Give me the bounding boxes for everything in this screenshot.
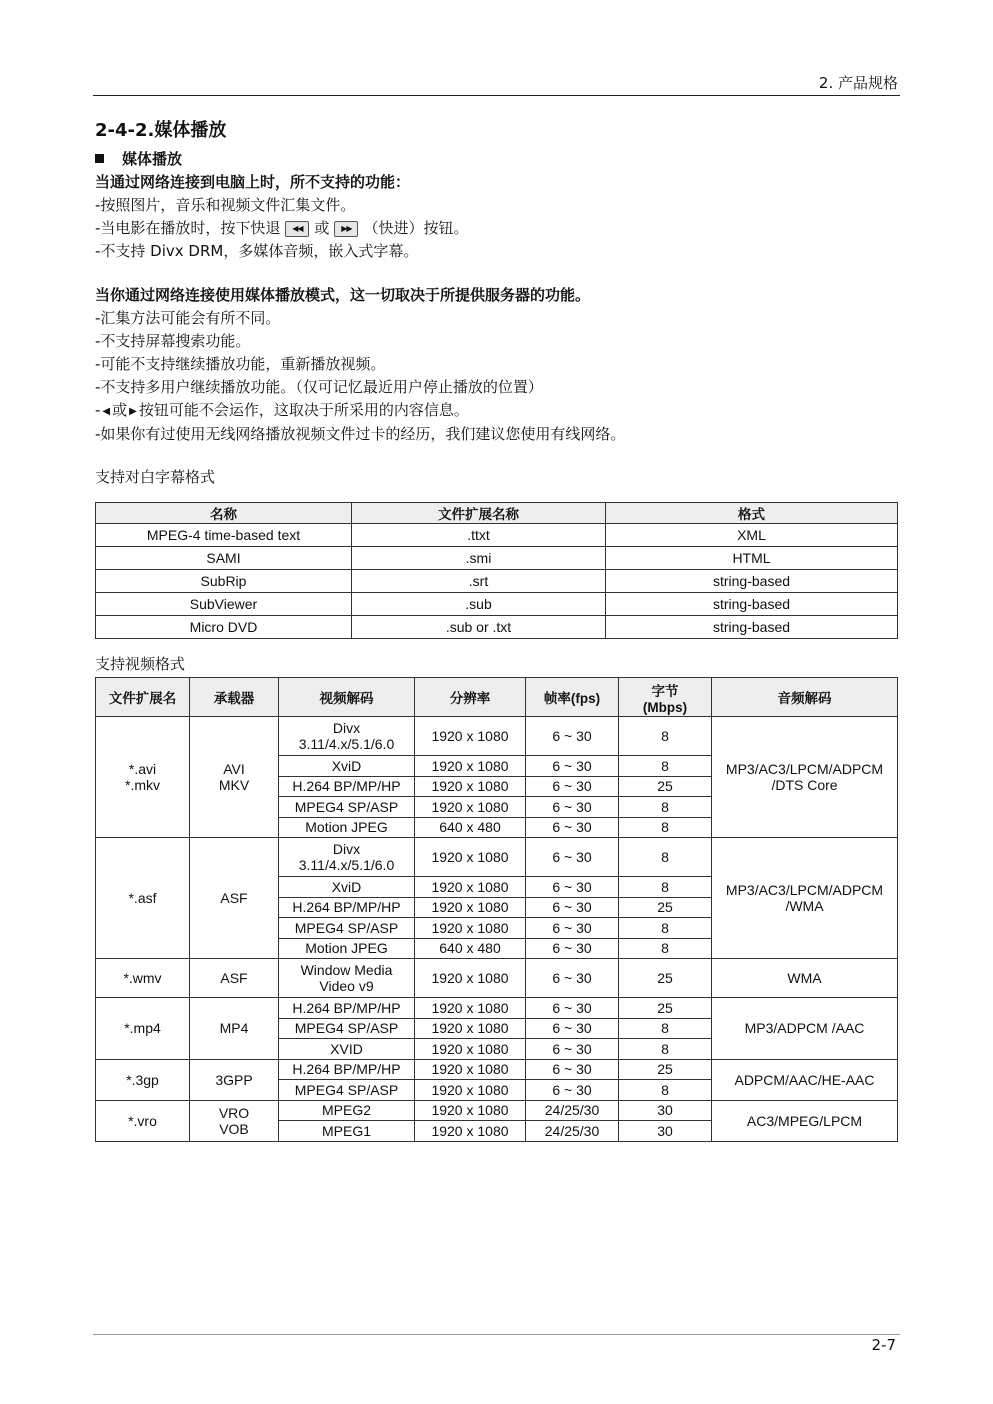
bitrate-cell xyxy=(619,1039,712,1060)
fps-cell-text: 6 ~ 30 xyxy=(552,849,592,865)
bitrate-cell-text: 8 xyxy=(661,798,669,815)
line-gather-method: -汇集方法可能会有所不同。 xyxy=(95,309,281,327)
fps-cell-text: 6 ~ 30 xyxy=(552,1040,592,1057)
container-cell xyxy=(190,1100,279,1141)
codec-cell-text: MPEG4 SP/ASP xyxy=(294,1020,399,1037)
ext-cell-text: *.3gp xyxy=(126,1071,159,1088)
audio-cell xyxy=(712,1059,898,1100)
container-cell-text: ASF xyxy=(220,890,248,906)
codec-cell xyxy=(279,1039,415,1060)
resolution-cell-text: 1920 x 1080 xyxy=(431,757,509,774)
audio-cell-text: AC3/MPEG/LPCM xyxy=(746,1112,863,1129)
fps-cell xyxy=(526,817,619,838)
ext-cell-text: *.asf xyxy=(128,890,157,906)
resolution-cell-text: 1920 x 1080 xyxy=(431,1061,509,1078)
table-row xyxy=(96,959,898,998)
codec-cell-text: Divx xyxy=(332,720,361,736)
bitrate-cell-text: 8 xyxy=(661,940,669,957)
fps-cell-text: 6 ~ 30 xyxy=(552,757,592,774)
col-header-name: 名称 xyxy=(96,503,352,524)
fps-cell xyxy=(526,756,619,777)
codec-cell xyxy=(279,817,415,838)
fps-cell-text: 6 ~ 30 xyxy=(552,970,592,986)
bitrate-cell-text: 8 xyxy=(661,1081,669,1098)
resolution-cell-text: 1920 x 1080 xyxy=(431,1020,509,1037)
audio-cell-text: MP3/AC3/LPCM/ADPCM xyxy=(725,882,884,898)
codec-cell-text: Motion JPEG xyxy=(305,819,388,836)
bitrate-cell-text: 8 xyxy=(661,819,669,836)
table-row xyxy=(96,593,898,616)
codec-cell xyxy=(279,918,415,939)
codec-cell-text: 3.11/4.x/5.1/6.0 xyxy=(298,857,395,873)
fps-cell-text: 6 ~ 30 xyxy=(552,899,592,916)
codec-cell xyxy=(279,776,415,797)
table-row xyxy=(96,547,898,570)
fps-cell xyxy=(526,1039,619,1060)
dash-text: - xyxy=(95,401,101,419)
bitrate-cell xyxy=(619,938,712,959)
codec-cell xyxy=(279,959,415,998)
left-arrow-icon: ◀ xyxy=(102,406,111,417)
bitrate-cell xyxy=(619,797,712,818)
fps-cell xyxy=(526,797,619,818)
bitrate-cell xyxy=(619,1080,712,1101)
container-cell xyxy=(190,1059,279,1100)
line-rewind-forward xyxy=(95,217,898,240)
codec-cell-text: MPEG4 SP/ASP xyxy=(294,1081,399,1098)
codec-cell-text: 3.11/4.x/5.1/6.0 xyxy=(298,736,395,752)
fps-cell-text: 24/25/30 xyxy=(544,1102,600,1119)
line-wireless: -如果你有过使用无线网络播放视频文件过卡的经历，我们建议您使用有线网络。 xyxy=(95,425,626,443)
bitrate-cell xyxy=(619,897,712,918)
resolution-cell-text: 640 x 480 xyxy=(439,819,501,836)
audio-cell-text: /DTS Core xyxy=(771,777,838,793)
right-arrow-icon: ▶ xyxy=(129,406,137,417)
fps-cell-text: 24/25/30 xyxy=(544,1122,600,1139)
resolution-cell-text: 1920 x 1080 xyxy=(431,1081,509,1098)
codec-cell-text: MPEG2 xyxy=(321,1102,371,1119)
bitrate-cell xyxy=(619,817,712,838)
container-cell xyxy=(190,717,279,838)
container-cell xyxy=(190,998,279,1060)
bitrate-cell xyxy=(619,959,712,998)
container-cell-text: VRO xyxy=(218,1104,250,1121)
square-bullet-icon xyxy=(95,154,104,163)
col-header-resolution: 分辨率 xyxy=(415,678,526,717)
col-header-fps: 帧率(fps) xyxy=(526,678,619,717)
resolution-cell xyxy=(415,877,526,898)
ext-cell-text: *.wmv xyxy=(123,970,162,986)
table-cell: SAMI xyxy=(96,547,352,570)
codec-cell-text: Window Media xyxy=(300,962,393,978)
fps-cell xyxy=(526,838,619,877)
audio-cell-text: /WMA xyxy=(785,898,824,914)
resolution-cell xyxy=(415,959,526,998)
ext-cell xyxy=(96,1100,190,1141)
audio-cell xyxy=(712,998,898,1060)
table-cell: .ttxt xyxy=(352,524,606,547)
bitrate-cell xyxy=(619,877,712,898)
col-header-format: 格式 xyxy=(606,503,898,524)
resolution-cell-text: 1920 x 1080 xyxy=(431,899,509,916)
bullet-heading-text: 媒体播放 xyxy=(122,150,183,168)
bitrate-cell-text: 8 xyxy=(661,757,669,774)
audio-cell xyxy=(712,1100,898,1141)
bitrate-cell-text: 8 xyxy=(661,849,669,865)
audio-cell-text: WMA xyxy=(787,970,822,986)
buttons-text: 按钮可能不会运作，这取决于所采用的内容信息。 xyxy=(138,401,469,419)
resolution-cell xyxy=(415,938,526,959)
codec-cell xyxy=(279,756,415,777)
table-cell: MPEG-4 time-based text xyxy=(96,524,352,547)
resolution-cell xyxy=(415,817,526,838)
table-cell: .srt xyxy=(352,570,606,593)
bullet-heading xyxy=(95,148,898,170)
codec-cell xyxy=(279,877,415,898)
video-table-caption: 支持视频格式 xyxy=(95,655,186,673)
resolution-cell xyxy=(415,1100,526,1121)
line-resume-play: -可能不支持继续播放功能，重新播放视频。 xyxy=(95,355,386,373)
fps-cell-text: 6 ~ 30 xyxy=(552,940,592,957)
fps-cell xyxy=(526,1059,619,1080)
rewind-icon: ◀◀ xyxy=(285,221,309,237)
bitrate-cell-text: 25 xyxy=(657,1061,673,1078)
container-cell xyxy=(190,959,279,998)
container-cell-text: MKV xyxy=(218,777,250,793)
page-number: 2-7 xyxy=(871,1336,896,1354)
fps-cell xyxy=(526,938,619,959)
container-cell-text: 3GPP xyxy=(215,1071,253,1088)
resolution-cell xyxy=(415,756,526,777)
bitrate-cell xyxy=(619,838,712,877)
col-header-ext: 文件扩展名 xyxy=(96,678,190,717)
audio-cell-text: MP3/ADPCM /AAC xyxy=(744,1020,865,1037)
codec-cell xyxy=(279,717,415,756)
resolution-cell xyxy=(415,897,526,918)
fps-cell xyxy=(526,1080,619,1101)
codec-cell-text: H.264 BP/MP/HP xyxy=(292,899,401,916)
table-row xyxy=(96,717,898,756)
codec-cell-text: XviD xyxy=(331,757,362,774)
fps-cell xyxy=(526,918,619,939)
audio-cell xyxy=(712,838,898,959)
fps-cell xyxy=(526,998,619,1019)
bitrate-cell xyxy=(619,756,712,777)
table-row xyxy=(96,570,898,593)
codec-cell xyxy=(279,1018,415,1039)
bitrate-cell-text: 30 xyxy=(657,1122,673,1139)
codec-cell xyxy=(279,838,415,877)
bitrate-cell xyxy=(619,1059,712,1080)
resolution-cell-text: 1920 x 1080 xyxy=(431,970,509,986)
bitrate-cell-text: 25 xyxy=(657,999,673,1016)
resolution-cell-text: 1920 x 1080 xyxy=(431,878,509,895)
resolution-cell xyxy=(415,717,526,756)
resolution-cell xyxy=(415,1059,526,1080)
resolution-cell-text: 1920 x 1080 xyxy=(431,728,509,744)
col-header-bitrate xyxy=(619,678,712,717)
line-left-right-buttons xyxy=(95,399,898,423)
codec-cell-text: XVID xyxy=(330,1040,363,1057)
audio-cell xyxy=(712,717,898,838)
fps-cell xyxy=(526,877,619,898)
bitrate-cell-text: 8 xyxy=(661,1040,669,1057)
resolution-cell-text: 1920 x 1080 xyxy=(431,999,509,1016)
table-cell: .sub or .txt xyxy=(352,616,606,639)
table-cell: Micro DVD xyxy=(96,616,352,639)
bitrate-cell xyxy=(619,998,712,1019)
or-text: 或 xyxy=(314,219,330,237)
table-header-row xyxy=(96,678,898,717)
table-row xyxy=(96,998,898,1019)
footer-rule xyxy=(93,1334,900,1335)
table-cell: HTML xyxy=(606,547,898,570)
bitrate-cell-text: 8 xyxy=(661,919,669,936)
resolution-cell-text: 1920 x 1080 xyxy=(431,1122,509,1139)
audio-cell-text: MP3/AC3/LPCM/ADPCM xyxy=(725,761,884,777)
ext-cell xyxy=(96,717,190,838)
audio-cell xyxy=(712,959,898,998)
subtitle-table-caption: 支持对白字幕格式 xyxy=(95,468,216,486)
resolution-cell xyxy=(415,838,526,877)
codec-cell xyxy=(279,1059,415,1080)
fps-cell-text: 6 ~ 30 xyxy=(552,1081,592,1098)
line-screen-search: -不支持屏幕搜索功能。 xyxy=(95,332,251,350)
line-divx-drm: -不支持 Divx DRM，多媒体音频，嵌入式字幕。 xyxy=(95,242,419,260)
table-row xyxy=(96,1059,898,1080)
ext-cell-text: *.mkv xyxy=(125,777,160,793)
bitrate-cell xyxy=(619,776,712,797)
codec-cell xyxy=(279,1100,415,1121)
table-cell: string-based xyxy=(606,570,898,593)
ext-cell xyxy=(96,998,190,1060)
resolution-cell-text: 640 x 480 xyxy=(439,940,501,957)
table-header-row xyxy=(96,503,898,524)
codec-cell-text: MPEG4 SP/ASP xyxy=(294,798,399,815)
resolution-cell xyxy=(415,1080,526,1101)
resolution-cell xyxy=(415,797,526,818)
chapter-header: 2. 产品规格 xyxy=(818,74,898,92)
ext-cell xyxy=(96,959,190,998)
resolution-cell-text: 1920 x 1080 xyxy=(431,1040,509,1057)
table-row xyxy=(96,616,898,639)
bitrate-cell xyxy=(619,717,712,756)
bitrate-cell-text: 8 xyxy=(661,1020,669,1037)
ext-cell xyxy=(96,1059,190,1100)
col-header-codec: 视频解码 xyxy=(279,678,415,717)
codec-cell xyxy=(279,998,415,1019)
container-cell-text: VOB xyxy=(219,1120,249,1137)
line-multi-user: -不支持多用户继续播放功能。（仅可记忆最近用户停止播放的位置） xyxy=(95,378,543,396)
resolution-cell xyxy=(415,1039,526,1060)
fps-cell xyxy=(526,1121,619,1142)
bitrate-cell-text: 30 xyxy=(657,1102,673,1119)
intro-network: 当通过网络连接到电脑上时，所不支持的功能： xyxy=(95,173,411,191)
codec-cell-text: MPEG4 SP/ASP xyxy=(294,919,399,936)
table-row xyxy=(96,838,898,877)
fps-cell xyxy=(526,717,619,756)
ext-cell-text: *.mp4 xyxy=(124,1020,161,1037)
codec-cell xyxy=(279,1121,415,1142)
header-rule xyxy=(93,95,900,96)
resolution-cell xyxy=(415,918,526,939)
bitrate-cell-text: 25 xyxy=(657,778,673,795)
audio-cell-text: ADPCM/AAC/HE-AAC xyxy=(734,1071,875,1088)
resolution-cell-text: 1920 x 1080 xyxy=(431,849,509,865)
fps-cell-text: 6 ~ 30 xyxy=(552,1020,592,1037)
resolution-cell xyxy=(415,998,526,1019)
container-cell xyxy=(190,838,279,959)
codec-cell xyxy=(279,1080,415,1101)
fps-cell xyxy=(526,1100,619,1121)
fps-cell xyxy=(526,1018,619,1039)
table-row xyxy=(96,524,898,547)
bitrate-unit: (Mbps) xyxy=(642,699,688,715)
intro-media-mode: 当你通过网络连接使用媒体播放模式，这一切取决于所提供服务器的功能。 xyxy=(95,286,591,304)
resolution-cell xyxy=(415,1121,526,1142)
resolution-cell-text: 1920 x 1080 xyxy=(431,919,509,936)
bitrate-cell xyxy=(619,1100,712,1121)
table-row xyxy=(96,1100,898,1121)
section-title: 2-4-2.媒体播放 xyxy=(95,120,227,141)
resolution-cell-text: 1920 x 1080 xyxy=(431,778,509,795)
ext-cell-text: *.avi xyxy=(128,761,157,777)
resolution-cell-text: 1920 x 1080 xyxy=(431,1102,509,1119)
page-content xyxy=(95,118,898,1142)
codec-cell-text: Divx xyxy=(332,841,361,857)
resolution-cell xyxy=(415,776,526,797)
codec-cell-text: MPEG1 xyxy=(321,1122,371,1139)
forward-text: （快进）按钮。 xyxy=(363,219,469,237)
table-cell: string-based xyxy=(606,616,898,639)
fps-cell xyxy=(526,897,619,918)
fps-cell-text: 6 ~ 30 xyxy=(552,728,592,744)
resolution-cell-text: 1920 x 1080 xyxy=(431,798,509,815)
fps-cell-text: 6 ~ 30 xyxy=(552,919,592,936)
col-header-container: 承载器 xyxy=(190,678,279,717)
bitrate-cell-text: 25 xyxy=(657,970,673,986)
fps-cell-text: 6 ~ 30 xyxy=(552,1061,592,1078)
table-cell: .sub xyxy=(352,593,606,616)
container-cell-text: MP4 xyxy=(219,1020,249,1037)
codec-cell-text: XviD xyxy=(331,878,362,895)
codec-cell xyxy=(279,938,415,959)
fps-cell-text: 6 ~ 30 xyxy=(552,878,592,895)
video-format-table xyxy=(95,677,898,1142)
fps-cell-text: 6 ~ 30 xyxy=(552,819,592,836)
bitrate-cell xyxy=(619,918,712,939)
codec-cell-text: H.264 BP/MP/HP xyxy=(292,778,401,795)
bitrate-cell xyxy=(619,1018,712,1039)
fps-cell-text: 6 ~ 30 xyxy=(552,999,592,1016)
line-gather-files: -按照图片，音乐和视频文件汇集文件。 xyxy=(95,196,356,214)
codec-cell-text: H.264 BP/MP/HP xyxy=(292,999,401,1016)
rewind-text: -当电影在播放时，按下快退 xyxy=(95,219,281,237)
subtitle-format-table xyxy=(95,502,898,639)
codec-cell-text: Motion JPEG xyxy=(305,940,388,957)
bitrate-cell-text: 8 xyxy=(661,728,669,744)
table-cell: SubViewer xyxy=(96,593,352,616)
codec-cell-text: Video v9 xyxy=(319,978,374,994)
codec-cell-text: H.264 BP/MP/HP xyxy=(292,1061,401,1078)
table-cell: XML xyxy=(606,524,898,547)
container-cell-text: AVI xyxy=(223,761,245,777)
bitrate-cell-text: 25 xyxy=(657,899,673,916)
table-cell: .smi xyxy=(352,547,606,570)
bitrate-cell-text: 8 xyxy=(661,878,669,895)
ext-cell xyxy=(96,838,190,959)
col-header-extension: 文件扩展名称 xyxy=(352,503,606,524)
codec-cell xyxy=(279,897,415,918)
table-cell: SubRip xyxy=(96,570,352,593)
col-header-audio: 音频解码 xyxy=(712,678,898,717)
codec-cell xyxy=(279,797,415,818)
fps-cell-text: 6 ~ 30 xyxy=(552,778,592,795)
table-cell: string-based xyxy=(606,593,898,616)
resolution-cell xyxy=(415,1018,526,1039)
bitrate-label: 字节 xyxy=(651,683,679,699)
container-cell-text: ASF xyxy=(220,970,248,986)
ext-cell-text: *.vro xyxy=(128,1112,157,1129)
fast-forward-icon: ▶▶ xyxy=(334,221,358,237)
bitrate-cell xyxy=(619,1121,712,1142)
fps-cell xyxy=(526,959,619,998)
fps-cell xyxy=(526,776,619,797)
fps-cell-text: 6 ~ 30 xyxy=(552,798,592,815)
or-text-2: 或 xyxy=(112,401,128,419)
